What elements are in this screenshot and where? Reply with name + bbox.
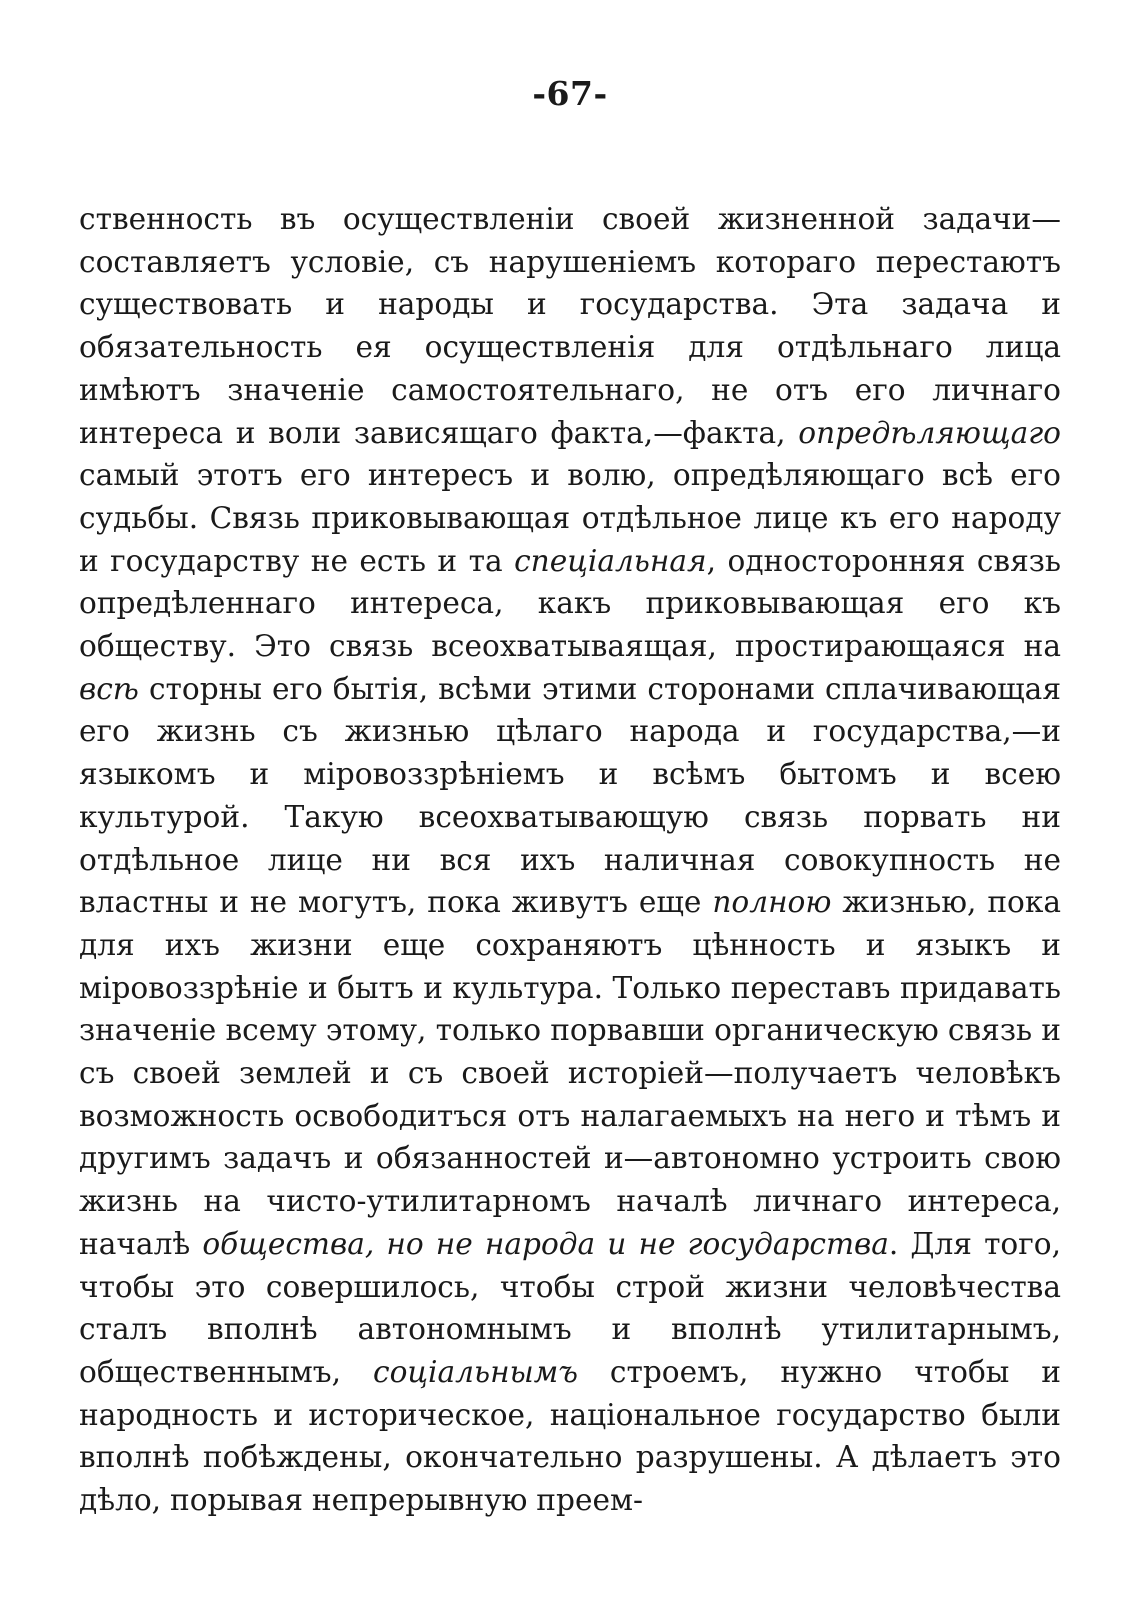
text-segment: , односторонняя связь опредѣленнаго интереса, какъ приковывающая его къ обществу. Это связь всеохватываящая, простирающаяся на [79, 543, 1061, 664]
italic-emphasis: общества, но не народа и не государства [202, 1226, 889, 1261]
page-number: -67- [532, 74, 608, 113]
text-segment: жизнью, пока для ихъ жизни еще сохраняютъ цѣнность и языкъ и міровоззрѣніе и бытъ и культура. Только переставъ придавать значеніе всему этому, только порвавши органическую связь и съ своей землей и съ своей исторіей—получаетъ человѣкъ возможность освободитъся отъ налагаемыхъ на него и тѣмъ и другимъ задачъ и обязанностей и—автономно устроить свою жизнь на чисто-утилитарномъ началѣ личнаго интереса, началѣ [79, 885, 1061, 1261]
italic-emphasis: полною [712, 885, 832, 920]
italic-emphasis: соціальнымъ [373, 1354, 578, 1389]
italic-emphasis: всѣ [79, 671, 139, 706]
text-segment: строемъ, нужно чтобы и народность и историческое, національное государство были вполнѣ побѣждены, окончательно разрушены. А дѣлаетъ это дѣло, порывая непрерывную преем- [79, 1354, 1061, 1518]
text-segment: . Для того, чтобы это совершилось, чтобы строй жизни человѣчества сталъ вполнѣ автономнымъ и вполнѣ утилитарнымъ, общественнымъ, [79, 1226, 1061, 1389]
italic-emphasis: спеціальная [514, 543, 707, 578]
text-segment: ственность въ осуществленіи своей жизненной задачи— составляетъ условіе, съ нарушеніемъ котораго перестаютъ существовать и народы и государства. Эта задача и обязательность ея осуществленія для отдѣльнаго лица имѣютъ значеніе самостоятельнаго, не отъ его личнаго интереса и воли зависящаго факта,—факта, [79, 202, 1061, 450]
text-segment: сторны его бытія, всѣми этими сторонами сплачивающая его жизнь съ жизнью цѣлаго народа и государства,—и языкомъ и міровоззрѣніемъ и всѣмъ бытомъ и всею культурой. Такую всеохватывающую связь порвать ни отдѣльное лице ни вся ихъ наличная совокупность не властны и не могутъ, пока живутъ еще [79, 671, 1061, 920]
italic-emphasis: опредѣляющаго [798, 415, 1061, 450]
body-paragraph [79, 198, 1061, 1522]
text-segment: самый этотъ его интересъ и волю, опредѣляющаго всѣ его судьбы. Связь приковывающая отдѣльное лице къ его народу и государству не есть и та [79, 458, 1061, 578]
